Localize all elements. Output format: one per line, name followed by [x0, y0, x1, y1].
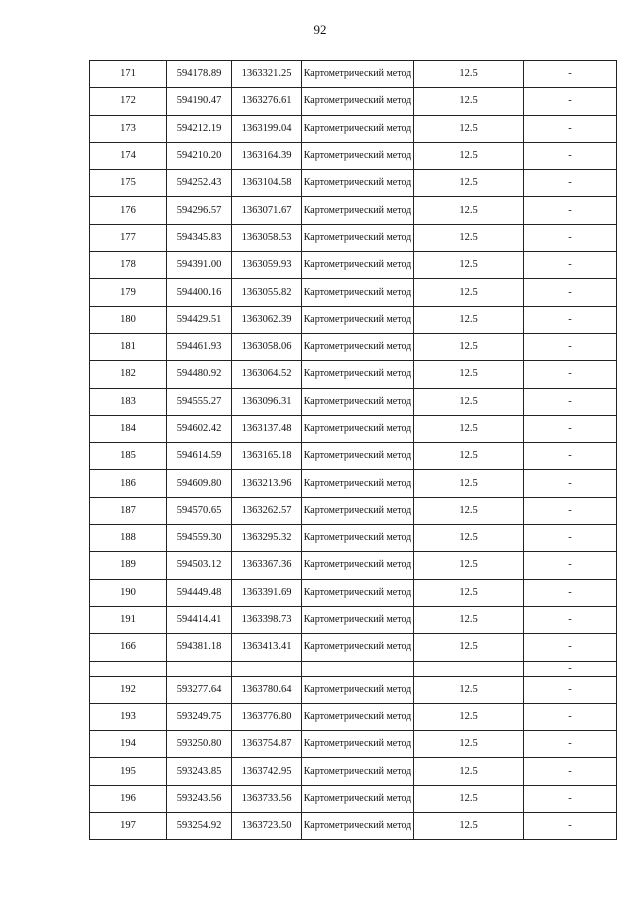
table-row: [90, 252, 617, 279]
x-coordinate-cell: 594391.00: [167, 252, 232, 279]
accuracy-cell: 12.5: [414, 197, 524, 224]
accuracy-cell: 12.5: [414, 525, 524, 552]
point-number-cell: 195: [90, 758, 167, 785]
x-coordinate-cell: 594190.47: [167, 88, 232, 115]
accuracy-cell: 12.5: [414, 224, 524, 251]
y-coordinate-cell: 1363058.53: [232, 224, 302, 251]
accuracy-cell: 12.5: [414, 61, 524, 88]
point-number-cell: 192: [90, 676, 167, 703]
x-coordinate-cell: 594609.80: [167, 470, 232, 497]
point-number-cell: 190: [90, 579, 167, 606]
accuracy-cell: 12.5: [414, 676, 524, 703]
x-coordinate-cell: 594252.43: [167, 170, 232, 197]
note-cell: -: [524, 579, 617, 606]
table-row: [90, 333, 617, 360]
table-row: [90, 813, 617, 840]
accuracy-cell: 12.5: [414, 388, 524, 415]
point-number-cell: 182: [90, 361, 167, 388]
x-coordinate-cell: 594503.12: [167, 552, 232, 579]
accuracy-cell: 12.5: [414, 579, 524, 606]
method-cell: Картометрический метод: [302, 785, 414, 812]
table-row: [90, 703, 617, 730]
accuracy-cell: [414, 661, 524, 676]
y-coordinate-cell: 1363742.95: [232, 758, 302, 785]
note-cell: -: [524, 170, 617, 197]
y-coordinate-cell: 1363391.69: [232, 579, 302, 606]
note-cell: -: [524, 443, 617, 470]
x-coordinate-cell: 594559.30: [167, 525, 232, 552]
accuracy-cell: 12.5: [414, 634, 524, 661]
method-cell: Картометрический метод: [302, 606, 414, 633]
y-coordinate-cell: 1363059.93: [232, 252, 302, 279]
accuracy-cell: 12.5: [414, 115, 524, 142]
point-number-cell: 179: [90, 279, 167, 306]
method-cell: Картометрический метод: [302, 197, 414, 224]
accuracy-cell: 12.5: [414, 306, 524, 333]
note-cell: -: [524, 415, 617, 442]
accuracy-cell: 12.5: [414, 415, 524, 442]
point-number-cell: [90, 661, 167, 676]
accuracy-cell: 12.5: [414, 813, 524, 840]
table-row: [90, 388, 617, 415]
x-coordinate-cell: 594345.83: [167, 224, 232, 251]
x-coordinate-cell: 594555.27: [167, 388, 232, 415]
method-cell: Картометрический метод: [302, 61, 414, 88]
note-cell: -: [524, 606, 617, 633]
y-coordinate-cell: 1363754.87: [232, 731, 302, 758]
x-coordinate-cell: 594210.20: [167, 142, 232, 169]
point-number-cell: 175: [90, 170, 167, 197]
x-coordinate-cell: 593254.92: [167, 813, 232, 840]
y-coordinate-cell: 1363295.32: [232, 525, 302, 552]
note-cell: -: [524, 634, 617, 661]
note-cell: -: [524, 525, 617, 552]
y-coordinate-cell: 1363413.41: [232, 634, 302, 661]
table-row: [90, 676, 617, 703]
table-row: [90, 61, 617, 88]
method-cell: Картометрический метод: [302, 115, 414, 142]
y-coordinate-cell: 1363276.61: [232, 88, 302, 115]
method-cell: Картометрический метод: [302, 443, 414, 470]
x-coordinate-cell: 594381.18: [167, 634, 232, 661]
method-cell: Картометрический метод: [302, 634, 414, 661]
note-cell: -: [524, 361, 617, 388]
x-coordinate-cell: 594480.92: [167, 361, 232, 388]
method-cell: Картометрический метод: [302, 88, 414, 115]
table-row: [90, 525, 617, 552]
note-cell: -: [524, 552, 617, 579]
accuracy-cell: 12.5: [414, 279, 524, 306]
accuracy-cell: 12.5: [414, 170, 524, 197]
note-cell: -: [524, 115, 617, 142]
y-coordinate-cell: 1363213.96: [232, 470, 302, 497]
y-coordinate-cell: 1363398.73: [232, 606, 302, 633]
point-number-cell: 187: [90, 497, 167, 524]
point-number-cell: 184: [90, 415, 167, 442]
y-coordinate-cell: 1363104.58: [232, 170, 302, 197]
y-coordinate-cell: 1363064.52: [232, 361, 302, 388]
x-coordinate-cell: 594614.59: [167, 443, 232, 470]
method-cell: Картометрический метод: [302, 758, 414, 785]
method-cell: Картометрический метод: [302, 470, 414, 497]
table-row: [90, 88, 617, 115]
x-coordinate-cell: 594296.57: [167, 197, 232, 224]
y-coordinate-cell: 1363262.57: [232, 497, 302, 524]
y-coordinate-cell: 1363165.18: [232, 443, 302, 470]
method-cell: [302, 661, 414, 676]
table-row: [90, 785, 617, 812]
y-coordinate-cell: [232, 661, 302, 676]
x-coordinate-cell: 594429.51: [167, 306, 232, 333]
x-coordinate-cell: 593250.80: [167, 731, 232, 758]
table-row: [90, 361, 617, 388]
accuracy-cell: 12.5: [414, 361, 524, 388]
table-row: [90, 758, 617, 785]
point-number-cell: 166: [90, 634, 167, 661]
note-cell: -: [524, 470, 617, 497]
y-coordinate-cell: 1363096.31: [232, 388, 302, 415]
y-coordinate-cell: 1363367.36: [232, 552, 302, 579]
method-cell: Картометрический метод: [302, 333, 414, 360]
x-coordinate-cell: 594400.16: [167, 279, 232, 306]
coordinates-table-body: [90, 61, 617, 840]
y-coordinate-cell: 1363062.39: [232, 306, 302, 333]
accuracy-cell: 12.5: [414, 703, 524, 730]
y-coordinate-cell: 1363137.48: [232, 415, 302, 442]
table-row: [90, 224, 617, 251]
table-row: [90, 661, 617, 676]
accuracy-cell: 12.5: [414, 785, 524, 812]
point-number-cell: 196: [90, 785, 167, 812]
x-coordinate-cell: 593249.75: [167, 703, 232, 730]
y-coordinate-cell: 1363776.80: [232, 703, 302, 730]
y-coordinate-cell: 1363733.56: [232, 785, 302, 812]
method-cell: Картометрический метод: [302, 224, 414, 251]
table-row: [90, 142, 617, 169]
accuracy-cell: 12.5: [414, 497, 524, 524]
table-row: [90, 170, 617, 197]
table-row: [90, 470, 617, 497]
point-number-cell: 178: [90, 252, 167, 279]
x-coordinate-cell: 594414.41: [167, 606, 232, 633]
note-cell: -: [524, 306, 617, 333]
table-row: [90, 606, 617, 633]
method-cell: Картометрический метод: [302, 703, 414, 730]
note-cell: -: [524, 703, 617, 730]
note-cell: -: [524, 279, 617, 306]
point-number-cell: 181: [90, 333, 167, 360]
point-number-cell: 189: [90, 552, 167, 579]
point-number-cell: 193: [90, 703, 167, 730]
method-cell: Картометрический метод: [302, 388, 414, 415]
method-cell: Картометрический метод: [302, 731, 414, 758]
table-row: [90, 279, 617, 306]
point-number-cell: 185: [90, 443, 167, 470]
method-cell: Картометрический метод: [302, 415, 414, 442]
accuracy-cell: 12.5: [414, 142, 524, 169]
note-cell: -: [524, 785, 617, 812]
accuracy-cell: 12.5: [414, 731, 524, 758]
method-cell: Картометрический метод: [302, 579, 414, 606]
point-number-cell: 174: [90, 142, 167, 169]
method-cell: Картометрический метод: [302, 361, 414, 388]
note-cell: -: [524, 758, 617, 785]
x-coordinate-cell: [167, 661, 232, 676]
note-cell: -: [524, 142, 617, 169]
x-coordinate-cell: 593243.56: [167, 785, 232, 812]
method-cell: Картометрический метод: [302, 306, 414, 333]
x-coordinate-cell: 593277.64: [167, 676, 232, 703]
accuracy-cell: 12.5: [414, 552, 524, 579]
table-row: [90, 579, 617, 606]
point-number-cell: 188: [90, 525, 167, 552]
y-coordinate-cell: 1363780.64: [232, 676, 302, 703]
y-coordinate-cell: 1363071.67: [232, 197, 302, 224]
table-row: [90, 634, 617, 661]
x-coordinate-cell: 594602.42: [167, 415, 232, 442]
point-number-cell: 173: [90, 115, 167, 142]
method-cell: Картометрический метод: [302, 676, 414, 703]
point-number-cell: 176: [90, 197, 167, 224]
y-coordinate-cell: 1363199.04: [232, 115, 302, 142]
point-number-cell: 177: [90, 224, 167, 251]
method-cell: Картометрический метод: [302, 142, 414, 169]
point-number-cell: 172: [90, 88, 167, 115]
y-coordinate-cell: 1363055.82: [232, 279, 302, 306]
note-cell: -: [524, 197, 617, 224]
accuracy-cell: 12.5: [414, 606, 524, 633]
point-number-cell: 191: [90, 606, 167, 633]
table-row: [90, 443, 617, 470]
accuracy-cell: 12.5: [414, 758, 524, 785]
point-number-cell: 197: [90, 813, 167, 840]
x-coordinate-cell: 594570.65: [167, 497, 232, 524]
accuracy-cell: 12.5: [414, 252, 524, 279]
coordinates-table: [89, 60, 617, 840]
x-coordinate-cell: 594461.93: [167, 333, 232, 360]
method-cell: Картометрический метод: [302, 525, 414, 552]
note-cell: -: [524, 252, 617, 279]
note-cell: -: [524, 813, 617, 840]
table-row: [90, 306, 617, 333]
method-cell: Картометрический метод: [302, 170, 414, 197]
y-coordinate-cell: 1363321.25: [232, 61, 302, 88]
note-cell: -: [524, 731, 617, 758]
y-coordinate-cell: 1363723.50: [232, 813, 302, 840]
table-row: [90, 197, 617, 224]
x-coordinate-cell: 593243.85: [167, 758, 232, 785]
note-cell: -: [524, 333, 617, 360]
note-cell: -: [524, 661, 617, 676]
accuracy-cell: 12.5: [414, 443, 524, 470]
note-cell: -: [524, 388, 617, 415]
note-cell: -: [524, 88, 617, 115]
x-coordinate-cell: 594178.89: [167, 61, 232, 88]
note-cell: -: [524, 61, 617, 88]
accuracy-cell: 12.5: [414, 470, 524, 497]
note-cell: -: [524, 224, 617, 251]
method-cell: Картометрический метод: [302, 252, 414, 279]
table-row: [90, 415, 617, 442]
table-row: [90, 552, 617, 579]
table-row: [90, 497, 617, 524]
point-number-cell: 171: [90, 61, 167, 88]
point-number-cell: 186: [90, 470, 167, 497]
accuracy-cell: 12.5: [414, 333, 524, 360]
y-coordinate-cell: 1363058.06: [232, 333, 302, 360]
note-cell: -: [524, 497, 617, 524]
y-coordinate-cell: 1363164.39: [232, 142, 302, 169]
note-cell: -: [524, 676, 617, 703]
table-row: [90, 731, 617, 758]
method-cell: Картометрический метод: [302, 497, 414, 524]
x-coordinate-cell: 594212.19: [167, 115, 232, 142]
point-number-cell: 180: [90, 306, 167, 333]
page-number: 92: [313, 22, 327, 37]
accuracy-cell: 12.5: [414, 88, 524, 115]
method-cell: Картометрический метод: [302, 279, 414, 306]
method-cell: Картометрический метод: [302, 813, 414, 840]
point-number-cell: 183: [90, 388, 167, 415]
x-coordinate-cell: 594449.48: [167, 579, 232, 606]
point-number-cell: 194: [90, 731, 167, 758]
method-cell: Картометрический метод: [302, 552, 414, 579]
table-row: [90, 115, 617, 142]
